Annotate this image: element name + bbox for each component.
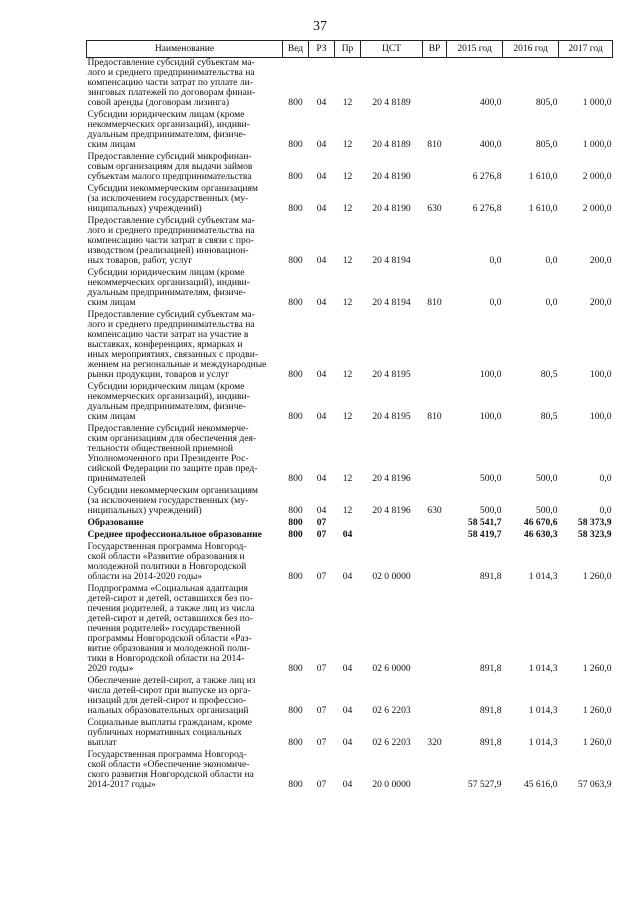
row-pr: 04 [342, 529, 353, 540]
row-vr [423, 58, 447, 111]
row-value-2015: 891,8 [479, 663, 502, 674]
row-ved: 800 [288, 203, 303, 214]
row-value-2016: 0,0 [545, 255, 558, 266]
row-name: Предоставление субсидий субъектам ма- лого и среднего предпринимательства на компенсацию части затрат по уплате ли- зинговых платежей по договорам финан- совой аренды (договорам лизинга) [87, 57, 256, 108]
row-pr: 12 [342, 97, 353, 108]
table-row [87, 110, 613, 152]
row-value-2015: 891,8 [479, 737, 502, 748]
row-value-2016: 500,0 [535, 505, 558, 516]
row-vr [423, 518, 447, 530]
row-value-2017: 1 260,0 [582, 663, 612, 674]
table-body [87, 58, 613, 793]
row-vr [423, 676, 447, 718]
table-row [87, 542, 613, 584]
row-vr: 630 [427, 203, 442, 214]
row-cst: 02 6 2203 [372, 737, 411, 748]
row-name: Субсидии некоммерческим организациям (за исключением государственных (му- ниципальных) учреждений) [87, 183, 258, 214]
row-vr: 320 [427, 737, 442, 748]
row-name: Социальные выплаты гражданам, кроме публичных нормативных социальных выплат [87, 717, 253, 748]
row-ved: 800 [288, 171, 303, 182]
row-cst: 20 4 8196 [372, 473, 411, 484]
row-pr: 04 [342, 571, 353, 582]
row-value-2016: 1 610,0 [528, 203, 558, 214]
row-pr: 12 [342, 171, 353, 182]
row-name: Государственная программа Новгород- ской области «Обеспечение экономиче- ского развития Новгородской области на 2014-2017 годы» [87, 749, 254, 790]
row-value-2017: 2 000,0 [582, 203, 612, 214]
row-rz: 07 [316, 517, 327, 528]
row-value-2015: 500,0 [479, 473, 502, 484]
col-header-name: Наименование [87, 41, 283, 58]
row-ved: 800 [288, 663, 303, 674]
table-row [87, 718, 613, 750]
row-value-2017: 1 260,0 [582, 705, 612, 716]
row-value-2017: 1 000,0 [582, 97, 612, 108]
row-value-2017: 1 000,0 [582, 139, 612, 150]
row-ved: 800 [288, 255, 303, 266]
row-value-2016: 1 014,3 [528, 737, 558, 748]
row-ved: 800 [288, 529, 303, 540]
col-header-cst: ЦСТ [361, 41, 423, 58]
row-value-2016: 46 630,3 [523, 529, 558, 540]
table-row [87, 382, 613, 424]
row-pr: 12 [342, 369, 353, 380]
row-value-2017: 100,0 [589, 369, 612, 380]
row-vr [423, 750, 447, 792]
row-value-2016: 1 014,3 [528, 663, 558, 674]
row-pr: 04 [342, 779, 353, 790]
row-name: Субсидии юридическим лицам (кроме некоммерческих организаций), индиви- дуальным предпринимателям, физиче- ским лицам [87, 267, 250, 308]
row-value-2016: 1 014,3 [528, 571, 558, 582]
row-rz: 04 [316, 171, 327, 182]
row-rz: 07 [316, 663, 327, 674]
row-rz: 04 [316, 369, 327, 380]
row-pr: 04 [342, 705, 353, 716]
row-value-2015: 100,0 [479, 369, 502, 380]
row-cst: 20 4 8195 [372, 369, 411, 380]
row-rz: 04 [316, 255, 327, 266]
row-value-2016: 0,0 [545, 297, 558, 308]
table-row [87, 676, 613, 718]
row-value-2015: 500,0 [479, 505, 502, 516]
row-pr: 12 [342, 139, 353, 150]
row-rz: 07 [316, 737, 327, 748]
row-ved: 800 [288, 97, 303, 108]
row-value-2015: 58 419,7 [467, 529, 502, 540]
row-cst: 20 4 8190 [372, 171, 411, 182]
row-vr [423, 216, 447, 268]
row-vr [423, 424, 447, 486]
row-name: Предоставление субсидий некоммерче- ским организациям для обеспечения дея- тельности общественной приемной Уполномоченного при Президенте Рос- сийской Федерации по защите прав пред- принимателей [87, 423, 258, 484]
row-vr: 810 [427, 297, 442, 308]
row-ved: 800 [288, 369, 303, 380]
row-rz: 07 [316, 705, 327, 716]
row-value-2015: 6 276,8 [472, 171, 502, 182]
row-value-2016: 80,5 [540, 411, 558, 422]
row-rz: 04 [316, 139, 327, 150]
col-header-pr: Пр [335, 41, 361, 58]
row-value-2017: 1 260,0 [582, 571, 612, 582]
row-value-2017: 0,0 [599, 473, 612, 484]
row-vr [423, 542, 447, 584]
row-name: Среднее профессиональное образование [87, 529, 262, 540]
row-cst: 20 4 8195 [372, 411, 411, 422]
table-header-row [87, 41, 613, 58]
row-value-2017: 58 323,9 [577, 529, 612, 540]
row-vr: 810 [427, 139, 442, 150]
row-name: Субсидии юридическим лицам (кроме некоммерческих организаций), индиви- дуальным предпринимателям, физиче- ским лицам [87, 109, 250, 150]
row-ved: 800 [288, 505, 303, 516]
row-name: Обеспечение детей-сирот, а также лиц из числа детей-сирот при выпуске из орга- низаций для детей-сирот и профессио- нальных образовательных организаций [87, 675, 256, 716]
row-cst: 02 6 2203 [372, 705, 411, 716]
row-value-2017: 58 373,9 [577, 517, 612, 528]
row-value-2016: 805,0 [535, 97, 558, 108]
row-value-2017: 1 260,0 [582, 737, 612, 748]
table-row [87, 424, 613, 486]
table-row [87, 486, 613, 518]
row-name: Субсидии юридическим лицам (кроме некоммерческих организаций), индиви- дуальным предпринимателям, физиче- ским лицам [87, 381, 250, 422]
table-row [87, 58, 613, 111]
row-value-2017: 100,0 [589, 411, 612, 422]
row-rz: 04 [316, 203, 327, 214]
row-pr: 12 [342, 203, 353, 214]
row-vr [423, 152, 447, 184]
row-rz: 04 [316, 411, 327, 422]
row-value-2017: 200,0 [589, 297, 612, 308]
row-name: Субсидии некоммерческим организациям (за исключением государственных (му- ниципальных) учреждений) [87, 485, 258, 516]
page-number: 37 [313, 19, 327, 34]
row-rz: 04 [316, 97, 327, 108]
row-name: Предоставление субсидий субъектам ма- лого и среднего предпринимательства на компенсацию части затрат на участие в выставках, конференциях, ярмарках и иных мероприятиях, связанных с продви- жением на региональные и международные рынки продукции, товаров и услуг [87, 309, 267, 380]
row-vr [423, 584, 447, 676]
row-value-2015: 0,0 [489, 297, 502, 308]
row-cst [361, 530, 423, 542]
col-header-vr: ВР [423, 41, 447, 58]
row-value-2015: 400,0 [479, 139, 502, 150]
row-vr: 630 [427, 505, 442, 516]
table-row [87, 152, 613, 184]
row-ved: 800 [288, 705, 303, 716]
table-row [87, 216, 613, 268]
row-value-2016: 46 670,6 [523, 517, 558, 528]
row-value-2016: 80,5 [540, 369, 558, 380]
row-ved: 800 [288, 779, 303, 790]
col-header-2015: 2015 год [447, 41, 503, 58]
row-ved: 800 [288, 411, 303, 422]
row-value-2015: 400,0 [479, 97, 502, 108]
row-name: Образование [87, 517, 144, 528]
row-cst: 20 4 8194 [372, 297, 411, 308]
row-rz: 04 [316, 473, 327, 484]
row-name: Государственная программа Новгород- ской области «Развитие образования и молодежной политики в Новгородской области на 2014-2020 годы» [87, 541, 247, 582]
row-value-2017: 200,0 [589, 255, 612, 266]
row-pr: 12 [342, 297, 353, 308]
row-cst: 20 4 8194 [372, 255, 411, 266]
row-ved: 800 [288, 571, 303, 582]
row-cst: 20 4 8190 [372, 203, 411, 214]
row-value-2015: 6 276,8 [472, 203, 502, 214]
row-pr: 04 [342, 663, 353, 674]
row-value-2016: 1 014,3 [528, 705, 558, 716]
col-header-ved: Вед [283, 41, 309, 58]
row-pr: 04 [342, 737, 353, 748]
row-value-2015: 891,8 [479, 571, 502, 582]
row-vr: 810 [427, 411, 442, 422]
row-cst: 02 0 0000 [372, 571, 411, 582]
row-ved: 800 [288, 139, 303, 150]
row-pr: 12 [342, 473, 353, 484]
table-row [87, 268, 613, 310]
row-value-2015: 0,0 [489, 255, 502, 266]
row-rz: 07 [316, 571, 327, 582]
row-rz: 07 [316, 529, 327, 540]
row-value-2016: 805,0 [535, 139, 558, 150]
row-value-2017: 0,0 [599, 505, 612, 516]
row-ved: 800 [288, 517, 303, 528]
row-ved: 800 [288, 737, 303, 748]
row-vr [423, 530, 447, 542]
row-name: Предоставление субсидий микрофинан- совым организациям для выдачи займов субъектам малого предпринимательства [87, 151, 253, 182]
row-name: Предоставление субсидий субъектам ма- лого и среднего предпринимательства на компенсацию части затрат в связи с про- изводством (реализацией) инновацион- ных товаров, работ, услуг [87, 215, 255, 266]
row-ved: 800 [288, 297, 303, 308]
col-header-2017: 2017 год [559, 41, 613, 58]
row-value-2015: 100,0 [479, 411, 502, 422]
row-ved: 800 [288, 473, 303, 484]
row-pr: 12 [342, 411, 353, 422]
row-value-2015: 58 541,7 [467, 517, 502, 528]
row-rz: 07 [316, 779, 327, 790]
table-row [87, 310, 613, 382]
row-cst [361, 518, 423, 530]
row-rz: 04 [316, 297, 327, 308]
row-cst: 02 6 0000 [372, 663, 411, 674]
row-value-2017: 57 063,9 [577, 779, 612, 790]
row-value-2016: 45 616,0 [523, 779, 558, 790]
table-row [87, 184, 613, 216]
row-cst: 20 4 8196 [372, 505, 411, 516]
row-value-2015: 891,8 [479, 705, 502, 716]
row-pr: 12 [342, 505, 353, 516]
row-value-2016: 500,0 [535, 473, 558, 484]
col-header-rz: РЗ [309, 41, 335, 58]
row-cst: 20 4 8189 [372, 97, 411, 108]
table-row [87, 750, 613, 792]
row-rz: 04 [316, 505, 327, 516]
row-value-2016: 1 610,0 [528, 171, 558, 182]
table-row [87, 584, 613, 676]
budget-table [86, 40, 613, 792]
row-cst: 20 4 8189 [372, 139, 411, 150]
row-value-2017: 2 000,0 [582, 171, 612, 182]
row-pr: 12 [342, 255, 353, 266]
row-cst: 20 0 0000 [372, 779, 411, 790]
row-name: Подпрограмма «Социальная адаптация детей-сирот и детей, оставшихся без по- печения родителей, а также лиц из числа детей-сирот и детей, оставшихся без по- печения родителей» государственной программы Новгородской области «Раз- витие образования и молодежной поли- тики в Новгородской области на 2014- 2020 годы» [87, 583, 255, 674]
row-value-2015: 57 527,9 [467, 779, 502, 790]
row-vr [423, 310, 447, 382]
col-header-2016: 2016 год [503, 41, 559, 58]
